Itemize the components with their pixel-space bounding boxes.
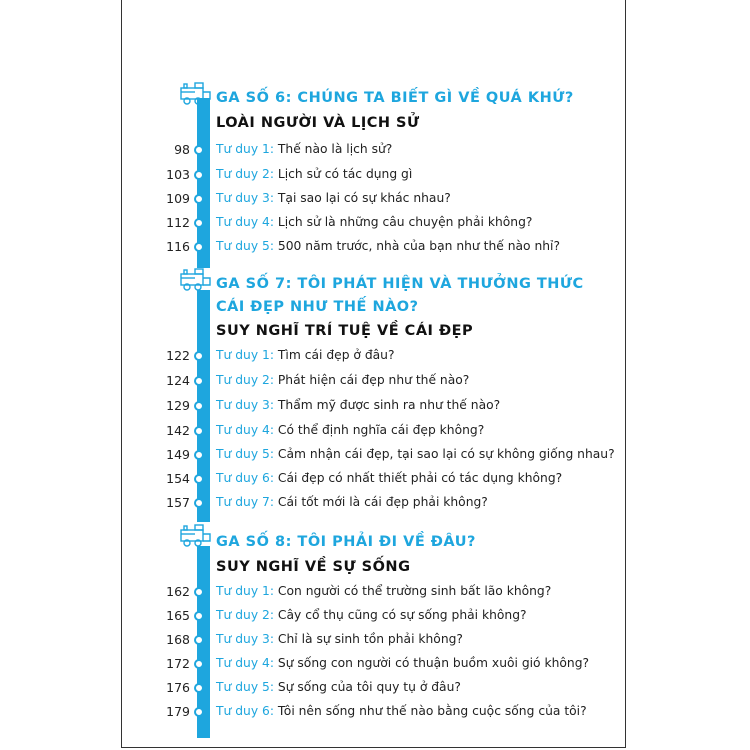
- section-subtitle: LOÀI NGƯỜI VÀ LỊCH SỬ: [216, 115, 420, 131]
- timeline-dot: [194, 474, 204, 484]
- timeline-dot: [194, 170, 204, 180]
- page-number: 109: [166, 191, 190, 206]
- item-title: Sự sống của tôi quy tụ ở đâu?: [277, 680, 461, 694]
- timeline-dot: [194, 426, 204, 436]
- timeline-dot: [194, 450, 204, 460]
- timeline-dot: [194, 145, 204, 155]
- train-icon: [178, 266, 214, 292]
- toc-item[interactable]: [0, 583, 750, 603]
- section-title: GA SỐ 8: TÔI PHẢI ĐI VỀ ĐÂU?: [216, 534, 476, 550]
- page-number: 122: [166, 348, 190, 363]
- timeline-dot: [194, 194, 204, 204]
- item-label: Tư duy 2:: [216, 373, 274, 387]
- item-title: Tôi nên sống như thế nào bằng cuộc sống của tôi?: [277, 704, 587, 718]
- timeline-dot: [194, 242, 204, 252]
- toc-item[interactable]: [0, 372, 750, 392]
- toc-item[interactable]: [0, 397, 750, 417]
- item-label: Tư duy 1:: [216, 584, 274, 598]
- train-icon: [178, 80, 214, 106]
- item-label: Tư duy 2:: [216, 608, 274, 622]
- page-number: 116: [166, 239, 190, 254]
- item-title: Chỉ là sự sinh tồn phải không?: [277, 632, 463, 646]
- timeline-dot: [194, 707, 204, 717]
- item-label: Tư duy 4:: [216, 656, 274, 670]
- item-title: Con người có thể trường sinh bất lão không?: [277, 584, 552, 598]
- item-title: Thế nào là lịch sử?: [277, 142, 393, 156]
- page-number: 162: [166, 584, 190, 599]
- timeline-dot: [194, 683, 204, 693]
- section-title: GA SỐ 7: TÔI PHÁT HIỆN VÀ THƯỞNG THỨC: [216, 276, 584, 292]
- item-label: Tư duy 4:: [216, 423, 274, 437]
- toc-item[interactable]: [0, 141, 750, 161]
- toc-item[interactable]: [0, 470, 750, 490]
- item-label: Tư duy 3:: [216, 191, 274, 205]
- page-number: 149: [166, 447, 190, 462]
- timeline-dot: [194, 498, 204, 508]
- page-number: 129: [166, 398, 190, 413]
- page-number: 98: [174, 142, 190, 157]
- timeline-dot: [194, 218, 204, 228]
- timeline-dot: [194, 635, 204, 645]
- page-number: 142: [166, 423, 190, 438]
- page-number: 176: [166, 680, 190, 695]
- item-title: Lịch sử là những câu chuyện phải không?: [277, 215, 533, 229]
- item-title: Thẩm mỹ được sinh ra như thế nào?: [277, 398, 501, 412]
- timeline-dot: [194, 376, 204, 386]
- section-title-line-2: CÁI ĐẸP NHƯ THẾ NÀO?: [216, 299, 419, 315]
- item-title: Cảm nhận cái đẹp, tại sao lại có sự không giống nhau?: [277, 447, 615, 461]
- item-title: Cái đẹp có nhất thiết phải có tác dụng không?: [277, 471, 563, 485]
- item-label: Tư duy 5:: [216, 239, 274, 253]
- item-label: Tư duy 7:: [216, 495, 274, 509]
- item-label: Tư duy 5:: [216, 447, 274, 461]
- toc-item[interactable]: [0, 166, 750, 186]
- item-label: Tư duy 3:: [216, 398, 274, 412]
- page-number: 157: [166, 495, 190, 510]
- item-title: Sự sống con người có thuận buồm xuôi gió không?: [277, 656, 590, 670]
- item-label: Tư duy 6:: [216, 471, 274, 485]
- toc-item[interactable]: [0, 494, 750, 514]
- section-title: GA SỐ 6: CHÚNG TA BIẾT GÌ VỀ QUÁ KHỨ?: [216, 90, 574, 106]
- toc-item[interactable]: [0, 679, 750, 699]
- item-label: Tư duy 3:: [216, 632, 274, 646]
- item-label: Tư duy 4:: [216, 215, 274, 229]
- timeline-dot: [194, 611, 204, 621]
- item-label: Tư duy 1:: [216, 348, 274, 362]
- timeline-dot: [194, 659, 204, 669]
- toc-item[interactable]: [0, 238, 750, 258]
- section-subtitle: SUY NGHĨ VỀ SỰ SỐNG: [216, 559, 411, 575]
- train-icon: [178, 522, 214, 548]
- item-title: Có thể định nghĩa cái đẹp không?: [277, 423, 485, 437]
- toc-item[interactable]: [0, 446, 750, 466]
- page-number: 103: [166, 167, 190, 182]
- item-label: Tư duy 5:: [216, 680, 274, 694]
- page-number: 154: [166, 471, 190, 486]
- timeline-dot: [194, 401, 204, 411]
- timeline-dot: [194, 351, 204, 361]
- toc-item[interactable]: [0, 607, 750, 627]
- toc-item[interactable]: [0, 703, 750, 723]
- item-label: Tư duy 1:: [216, 142, 274, 156]
- item-label: Tư duy 6:: [216, 704, 274, 718]
- toc-item[interactable]: [0, 347, 750, 367]
- timeline-dot: [194, 587, 204, 597]
- toc-item[interactable]: [0, 214, 750, 234]
- item-label: Tư duy 2:: [216, 167, 274, 181]
- item-title: Tìm cái đẹp ở đâu?: [277, 348, 395, 362]
- item-title: Cái tốt mới là cái đẹp phải không?: [277, 495, 488, 509]
- section-subtitle: SUY NGHĨ TRÍ TUỆ VỀ CÁI ĐẸP: [216, 323, 474, 339]
- item-title: Phát hiện cái đẹp như thế nào?: [277, 373, 470, 387]
- item-title: Cây cổ thụ cũng có sự sống phải không?: [277, 608, 527, 622]
- toc-item[interactable]: [0, 631, 750, 651]
- item-title: Tại sao lại có sự khác nhau?: [277, 191, 451, 205]
- page-number: 172: [166, 656, 190, 671]
- toc-item[interactable]: [0, 655, 750, 675]
- page-number: 124: [166, 373, 190, 388]
- item-title: 500 năm trước, nhà của bạn như thế nào nhỉ?: [277, 239, 561, 253]
- page-number: 112: [166, 215, 190, 230]
- toc-item[interactable]: [0, 422, 750, 442]
- item-title: Lịch sử có tác dụng gì: [277, 167, 413, 181]
- page-number: 179: [166, 704, 190, 719]
- toc-item[interactable]: [0, 190, 750, 210]
- page-number: 165: [166, 608, 190, 623]
- page-number: 168: [166, 632, 190, 647]
